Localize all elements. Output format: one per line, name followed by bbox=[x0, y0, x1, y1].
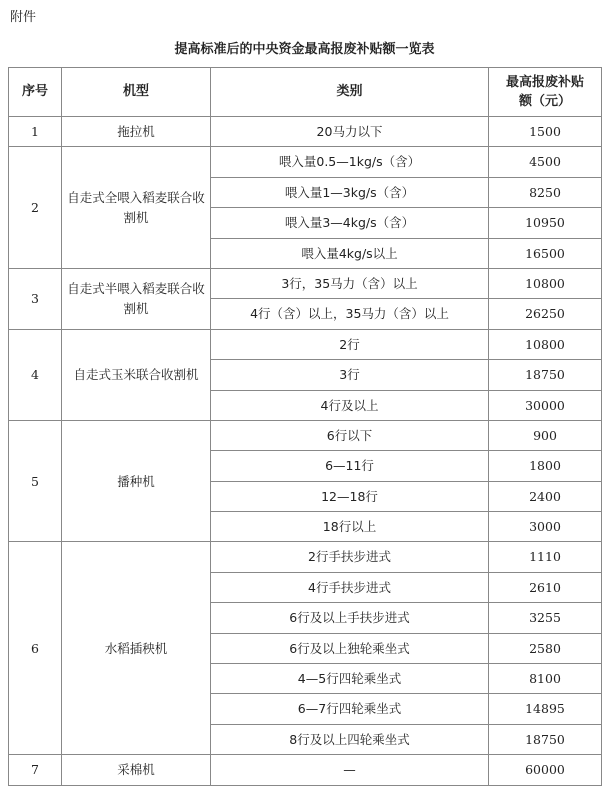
table-row bbox=[9, 147, 602, 177]
cell-no: 5 bbox=[9, 420, 62, 542]
cell-amount: 18750 bbox=[489, 724, 602, 754]
cell-amount: 1800 bbox=[489, 451, 602, 481]
cell-category: 12—18行 bbox=[211, 481, 489, 511]
cell-amount: 2400 bbox=[489, 481, 602, 511]
document-title: 提高标准后的中央资金最高报废补贴额一览表 bbox=[174, 42, 435, 57]
cell-amount: 14895 bbox=[489, 694, 602, 724]
cell-category: 20马力以下 bbox=[211, 117, 489, 147]
cell-category: 4行及以上 bbox=[211, 390, 489, 420]
cell-amount: 30000 bbox=[489, 390, 602, 420]
cell-category: 18行以上 bbox=[211, 512, 489, 542]
cell-no: 4 bbox=[9, 329, 62, 420]
cell-category: 3行，35马力（含）以上 bbox=[211, 268, 489, 298]
cell-category: 8行及以上四轮乘坐式 bbox=[211, 724, 489, 754]
table-header-row bbox=[9, 68, 602, 117]
cell-category: 6行及以上独轮乘坐式 bbox=[211, 633, 489, 663]
cell-category: 喂入量3—4kg/s（含） bbox=[211, 208, 489, 238]
cell-amount: 4500 bbox=[489, 147, 602, 177]
cell-no: 1 bbox=[9, 117, 62, 147]
header-max-subsidy: 最高报废补贴额（元） bbox=[489, 68, 602, 117]
cell-category: 3行 bbox=[211, 360, 489, 390]
cell-model: 播种机 bbox=[62, 420, 211, 542]
cell-amount: 10800 bbox=[489, 268, 602, 298]
cell-no: 6 bbox=[9, 542, 62, 755]
cell-category: 6行及以上手扶步进式 bbox=[211, 603, 489, 633]
header-no: 序号 bbox=[9, 68, 62, 117]
cell-amount: 1500 bbox=[489, 117, 602, 147]
cell-no: 3 bbox=[9, 268, 62, 329]
cell-no: 7 bbox=[9, 755, 62, 785]
cell-amount: 10800 bbox=[489, 329, 602, 359]
table-body bbox=[9, 117, 602, 786]
cell-category: 4行（含）以上，35马力（含）以上 bbox=[211, 299, 489, 329]
cell-category: 2行 bbox=[211, 329, 489, 359]
cell-amount: 1110 bbox=[489, 542, 602, 572]
cell-amount: 10950 bbox=[489, 208, 602, 238]
cell-category: 4行手扶步进式 bbox=[211, 572, 489, 602]
cell-category: 喂入量1—3kg/s（含） bbox=[211, 177, 489, 207]
cell-amount: 3255 bbox=[489, 603, 602, 633]
cell-category: 6—7行四轮乘坐式 bbox=[211, 694, 489, 724]
attachment-label: 附件 bbox=[10, 10, 37, 25]
cell-amount: 18750 bbox=[489, 360, 602, 390]
cell-amount: 900 bbox=[489, 420, 602, 450]
cell-model: 拖拉机 bbox=[62, 117, 211, 147]
cell-amount: 26250 bbox=[489, 299, 602, 329]
cell-category: — bbox=[211, 755, 489, 785]
cell-amount: 2580 bbox=[489, 633, 602, 663]
table-row bbox=[9, 329, 602, 359]
cell-category: 喂入量0.5—1kg/s（含） bbox=[211, 147, 489, 177]
cell-category: 喂入量4kg/s以上 bbox=[211, 238, 489, 268]
cell-model: 自走式玉米联合收割机 bbox=[62, 329, 211, 420]
table-row bbox=[9, 542, 602, 572]
cell-category: 6—11行 bbox=[211, 451, 489, 481]
header-model: 机型 bbox=[62, 68, 211, 117]
cell-model: 水稻插秧机 bbox=[62, 542, 211, 755]
table-row bbox=[9, 268, 602, 298]
cell-amount: 2610 bbox=[489, 572, 602, 602]
table-row bbox=[9, 755, 602, 785]
cell-model: 自走式半喂入稻麦联合收割机 bbox=[62, 268, 211, 329]
cell-amount: 16500 bbox=[489, 238, 602, 268]
cell-amount: 8250 bbox=[489, 177, 602, 207]
cell-amount: 60000 bbox=[489, 755, 602, 785]
header-category: 类别 bbox=[211, 68, 489, 117]
cell-no: 2 bbox=[9, 147, 62, 269]
cell-model: 自走式全喂入稻麦联合收割机 bbox=[62, 147, 211, 269]
cell-category: 4—5行四轮乘坐式 bbox=[211, 664, 489, 694]
subsidy-table bbox=[8, 67, 602, 786]
cell-category: 6行以下 bbox=[211, 420, 489, 450]
table-row bbox=[9, 117, 602, 147]
cell-model: 采棉机 bbox=[62, 755, 211, 785]
cell-category: 2行手扶步进式 bbox=[211, 542, 489, 572]
table-row bbox=[9, 420, 602, 450]
cell-amount: 8100 bbox=[489, 664, 602, 694]
cell-amount: 3000 bbox=[489, 512, 602, 542]
